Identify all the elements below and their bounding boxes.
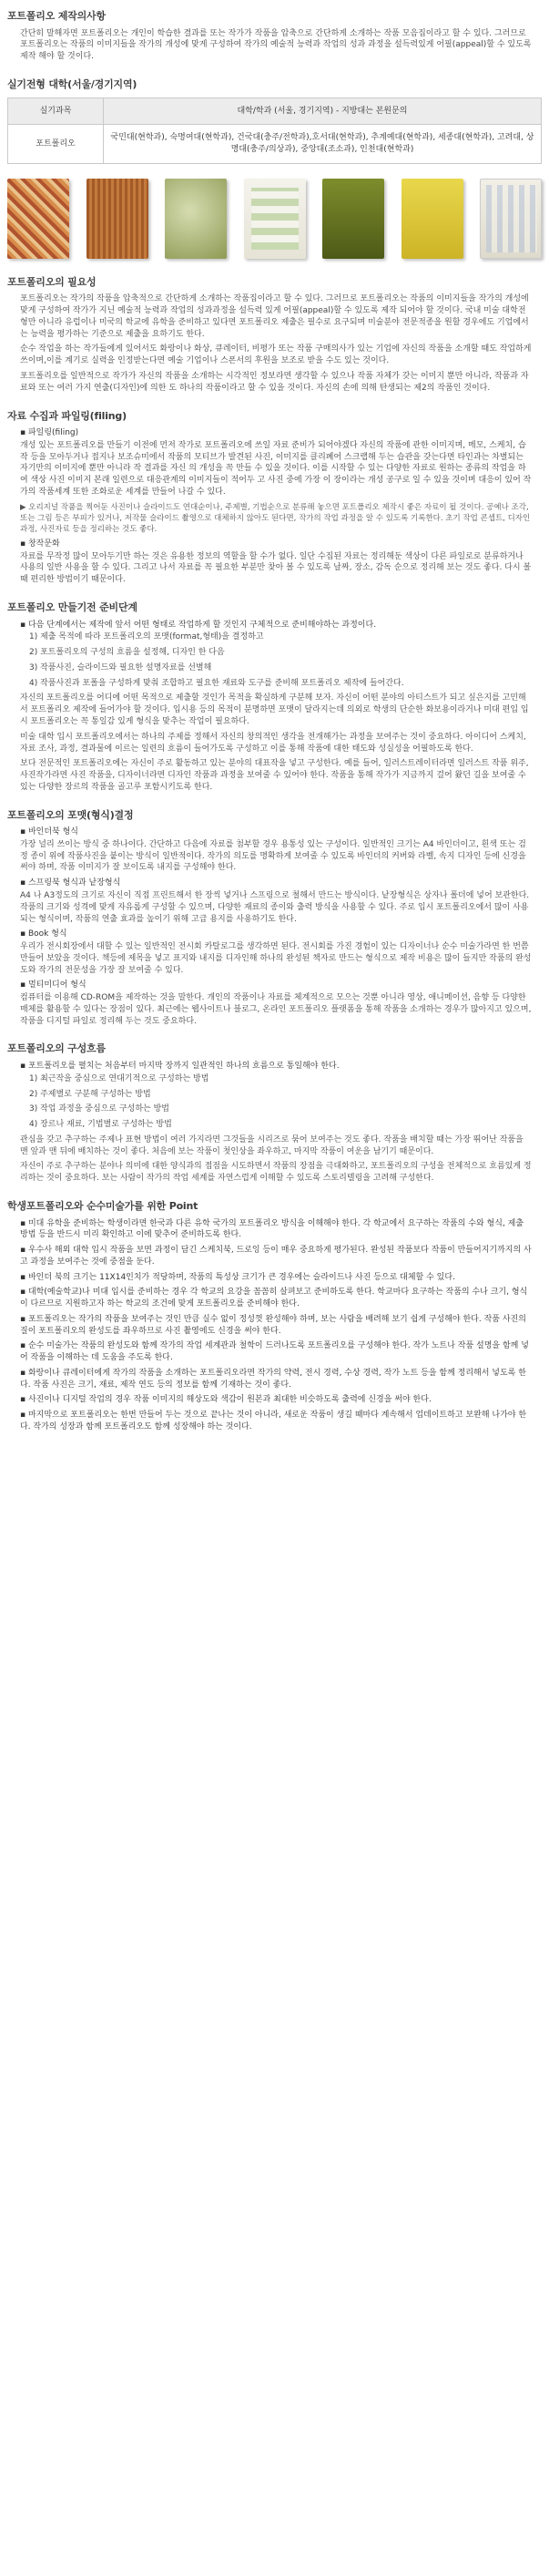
portfolio-book-images <box>7 179 542 259</box>
portfolio-book-image <box>244 179 306 259</box>
bullet-line: ▪ 미대 유학을 준비하는 학생이라면 한국과 다른 유학 국가의 포트폴리오 방식을 이해해야 한다. 각 학교에서 요구하는 작품의 수와 형식, 제출 방법 등을 반드시 미리 확인하고 이에 맞추어 준비하도록 한다. <box>20 1218 524 1240</box>
section-title: 포트폴리오의 필요성 <box>7 275 97 288</box>
section-admission-table <box>7 77 542 164</box>
bullet-line: ▪ 포트폴리오는 작가의 작품을 보여주는 것인 만큼 실수 없이 정성껏 완성해야 하며, 보는 사람을 배려해 보기 쉽게 구성해야 한다. 작품 사진의 질이 포트폴리오의 완성도를 좌우하므로 사진 촬영에도 신경을 써야 한다. <box>20 1314 526 1336</box>
paragraph: 관심을 갖고 추구하는 주제나 표현 방법이 여러 가지라면 그것들을 시리즈로 묶어 보여주는 것도 좋다. 작품을 배치할 때는 가장 뛰어난 작품을 맨 앞과 맨 뒤에 배치하는 것이 좋다. 처음에 보는 작품이 첫인상을 좌우하고, 마지막 작품이 여운을 남기기 때문이다. <box>20 1134 524 1156</box>
paragraph: 간단히 말해자면 포트폴리오는 개인이 학습한 결과를 또는 작가가 작품을 압축으로 간단하게 소개하는 작품 모음집이라고 할 수 있다. 그러므로 포트폴리오는 작품의 이미지들을 작가의 개성에 맞게 구성하여 작가의 예술적 능력과 작업의 성과 과정을 설득력있게 어필(appeal)할 수 있도록 제작 해야 할 것이다. <box>20 28 532 62</box>
paragraph: 순수 작업을 하는 작가들에게 있어서도 화랑이나 화상, 큐레이터, 비평가 또는 작품 구매의사가 있는 기업에 자신의 작품을 소개할 때도 작업하게 쓰이며,이를 계기로 실력을 인정받는다면 예술 기업이나 스폰서의 후원을 보조로 받을 수도 있는 것이다. <box>20 344 532 366</box>
bullet-heading: ▪ 멀티미디어 형식 <box>20 980 86 990</box>
bullet-heading: ▪ 파일링(filing) <box>20 428 79 438</box>
portfolio-book-image <box>322 179 384 259</box>
section-filing <box>7 409 542 586</box>
step-item: 3) 작업 과정을 중심으로 구성하는 방법 <box>29 1104 169 1114</box>
paragraph: 우리가 전시회장에서 대할 수 있는 일반적인 전시회 카탈로그를 생각하면 된다. 전시회를 가진 경험이 있는 디자이너나 순수 미술가라면 한 번쯤 만들어 보았을 것이다. 책등에 제목을 넣고 표지와 내지를 디자인해 하나의 완성된 책자로 만드는 형식으로 제작 비용은 많이 들지만 작품의 완성도와 작가의 전문성을 가장 잘 보여줄 수 있다. <box>20 942 532 975</box>
bullet-line: ▪ 순수 미술가는 작품의 완성도와 함께 작가의 작업 세계관과 철학이 드러나도록 포트폴리오를 구성해야 한다. 작가 노트나 작품 설명을 함께 넣어 작품을 이해하는 데 도움을 주도록 한다. <box>20 1341 529 1363</box>
paragraph: 개성 있는 포트폴리오를 만들기 이전에 먼저 작가로 포트폴리오에 쓰일 자료 준비가 되어야겠다 자신의 작품에 관한 이미지며, 메모, 스케치, 습작 등을 모아두거나 접지나 보조슈미에서 작품의 모티브가 발견된 사진, 이미지를 클리폐어 스크랩해 두는 습관을 갖는다면 타인과는 차별되는 자기만의 이미지에 뿐만 아니라 작 결과를 자신 의 개성을 꼭 만들 수 있을 것이다. 이를 시작할 수 있는 다양한 자료로 원하는 종류의 작업을 하여 색상 사진 이미지 본래 일련으로 대응관계의 이미지들이 적어두 고 사진 중에 가장 이 장이라는 개성 공구로 일 수 있을 것이며 대응이 있어 작가의 작품세계 또한 조화로운 세계를 만들어 나갈 수 있다. <box>20 440 532 497</box>
paragraph: 자신의 포트폴리오를 어디에 어떤 목적으로 제출할 것인가 목적을 확실하게 구분해 보자. 자신이 어떤 분야의 아티스트가 되고 싶은지를 고민해서 포트폴리오 제작에 들어가야 할 것이다. 입시용 등의 목적이 분명하면 포맷이 달라지는데 의외로 학생의 단순한 화보용이라거나 미대 편입 입시 포트폴리오는 꼭 통일감 있게 형식을 맞추는 작업이 필요하다. <box>20 693 529 726</box>
note: ▶ 오리지널 작품을 찍어둔 사진이나 슬라이드도 연대순이나, 주제별, 기법순으로 분류해 놓으면 포트폴리오 제작시 좋은 자료이 될 것이다. 공예나 조각, 또는 그림 등은 부피가 있거나, 저작물 슬라이드 촬영으로 대체하지 않아도 된다면, 작가의 작업 과정을 알 수 있도록 기록한다. 초기 작업 콘셉트, 디자인 과정, 사진자료 등을 정리하는 것도 좋다. <box>20 502 531 534</box>
section-title: 실기전형 대학(서울/경기지역) <box>7 77 137 90</box>
bullet-line: ▪ 바인더 북의 크기는 11X14인치가 적당하며, 작품의 특성상 크기가 큰 경우에는 슬라이드나 사진 등으로 대체할 수 있다. <box>20 1272 455 1282</box>
bullet-heading: ▪ 스프링북 형식과 낱장형식 <box>20 878 121 888</box>
section-title: 학생포트폴리오와 순수미술가를 위한 Point <box>7 1199 198 1212</box>
bullet-line: ▪ 대학(예술학교)나 미대 입시를 준비하는 경우 각 학교의 요강을 꼼꼼히 살펴보고 준비하도록 한다. 학교마다 요구하는 작품의 수나 크기, 형식이 다르므로 지원하고자 하는 학교의 조건에 맞게 포트폴리오를 준비해야 한다. <box>20 1288 528 1309</box>
section-structure <box>7 1042 542 1185</box>
table-row <box>8 125 542 164</box>
bullet-line: ▪ 사진이나 디지털 작업의 경우 작품 이미지의 해상도와 색감이 원본과 최대한 비슷하도록 출력에 신경을 써야 한다. <box>20 1395 432 1405</box>
section-title: 포트폴리오의 구성흐름 <box>7 1042 106 1055</box>
portfolio-book-image <box>86 179 148 259</box>
section-title: 포트폴리오 제작의사항 <box>7 10 106 22</box>
section-title: 포트폴리오 만들기전 준비단계 <box>7 601 137 613</box>
bullet-line: ▪ 화랑이나 큐레이터에게 작가의 작품을 소개하는 포트폴리오라면 작가의 약력, 전시 경력, 수상 경력, 작가 노트 등을 함께 정리해서 넣도록 한다. 작품 사진은 크기, 재료, 제작 연도 등의 정보를 함께 기재하는 것이 좋다. <box>20 1368 526 1390</box>
table-header: 대학/학과 (서울, 경기지역) - 지방대는 본원문의 <box>104 97 542 125</box>
bullet-line: ▪ 다음 단계에서는 제작에 앞서 어떤 형태로 작업하게 할 것인지 구체적으로 준비해야하는 과정이다. <box>20 620 377 630</box>
bullet-heading: ▪ Book 형식 <box>20 929 67 939</box>
paragraph: 컴퓨터를 이용해 CD-ROM을 제작하는 것을 말한다. 개인의 작품이나 자료를 체계적으로 모으는 것뿐 아니라 영상, 애니메이션, 음향 등 다양한 매체를 활용할 수 있다는 장점이 있다. 최근에는 웹사이트나 블로그, 온라인 포트폴리오 플랫폼을 통해 작품을 소개하는 경우가 많아지고 있으며, 작품을 디지털 파일로 정리해 두는 것도 중요하다. <box>20 993 532 1026</box>
paragraph: 포트폴리오는 작가의 작품을 압축적으로 간단하게 소개하는 작품집이라고 할 수 있다. 그러므로 포트폴리오는 작품의 이미지들을 작가의 개성에 맞게 구성하여 작가가 지닌 예술적 능력과 작업의 성과과정을 설득력 있게 어필(appeal)할 수 있도록 제작 되어야 할 것이다. 국내 미술 대학전형만 아니라 유럽이나 미국의 학교에 유학을 준비하고 있다면 포트폴리오 제출은 필수로 요구되며 미술분야 전문적종을 원할 경우에도 기업에서는 능력을 평가하는 기준으로 제출을 요하기도 한다. <box>20 294 529 339</box>
section-format <box>7 808 542 1028</box>
bullet-line: ▪ 우수사 해외 대학 입시 작품을 보면 과정이 담긴 스케치북, 드로잉 등이 매우 중요하게 평가된다. 완성된 작품보다 작품이 만들어지기까지의 사고 과정을 보여주는 것에 중점을 둔다. <box>20 1246 532 1267</box>
paragraph: 자료를 무작정 많이 모아두기만 하는 것은 유용한 정보의 역할을 할 수가 없다. 일단 수집된 자료는 정리해둔 색상이 다른 파일로로 분류하거나 사용의 일반 사용을 할 수 있다. 그리고 나서 자료를 꼭 필요한 부분만 찾아 볼 수 있도록 날짜, 장소, 감독 순으로 정리해 보는 것도 좋다. 다시 볼 때 편리한 방법이기 때문이다. <box>20 551 532 585</box>
paragraph: 포트폴리오를 일반적으로 작가가 자신의 작품을 소개하는 시각적인 정보라면 생각할 수 있으나 작품 자체가 갖는 이미지 뿐만 아니라, 작품과 자료와 또는 여러 가지 연출(디자인)에 의한 도 하나의 작품이라고 할 수 있을 것이다. 자신의 손에 의해 탄생되는 제2의 작품인 것이다. <box>20 372 529 393</box>
section-points <box>7 1199 542 1433</box>
step-item: 2) 주제별로 구분해 구성하는 방법 <box>29 1089 151 1099</box>
section-necessity <box>7 275 542 395</box>
bullet-heading: ▪ 창작문화 <box>20 539 60 549</box>
paragraph: 미술 대학 입시 포트폴리오에서는 하나의 주제를 정해서 자신의 창의적인 생각을 전개해가는 과정을 보여주는 것이 중요하다. 아이디어 스케치, 자료 조사, 과정, 결과물에 이르는 일련의 흐름이 들어가도록 구성하고 이를 통해 작품에 대한 태도와 성실성을 어필하도록 한다. <box>20 732 526 754</box>
step-item: 1) 제출 목적에 따라 포트폴리오의 포맷(format,형태)을 결정하고 <box>29 632 264 642</box>
section-preparation <box>7 600 542 794</box>
step-item: 4) 작품사진과 포폴을 구성하게 맞춰 조합하고 필요한 재료와 도구를 준비해 포트폴리오 제작에 들어간다. <box>29 678 404 688</box>
paragraph: 가장 널리 쓰이는 방식 중 하나이다. 간단하고 다음에 자료를 첨부할 경우 용통성 있는 구성이다. 일반적인 크기는 A4 바인더이고, 흰색 또는 검정 종이 위에 작품사진을 붙이는 방식이 일반적이다. 작가의 의도를 명확하게 보여줄 수 있도록 바인더의 커버와 라벨, 속지 디자인 등에 신경을 써야 하며, 작품 이미지가 잘 보이도록 내지를 구성해야 한다. <box>20 839 526 873</box>
step-item: 3) 작품사진, 슬라이드와 필요한 설명자료를 선별해 <box>29 662 212 672</box>
table-cell-schools: 국민대(현학과), 숙명여대(현학과), 건국대(충주/전학과),호서대(현학과), 추계예대(현학과), 세종대(현학과), 고려대, 상명대(충주/의상과), 중앙대(조소과), 인천대(현학과) <box>104 125 542 164</box>
portfolio-book-image <box>480 179 542 259</box>
portfolio-book-image <box>165 179 227 259</box>
paragraph: 보다 전문적인 포트폴리오에는 자신이 주로 활동하고 있는 분야의 대표작을 넣고 구성한다. 예를 들어, 일러스트레이터라면 일러스트 작품 위주, 사진작가라면 사진 작품을, 디자이너라면 디자인 작품과 과정을 보여줄 수 있어야 한다. 작품을 통해 작가가 지금까지 걸어 왔던 길을 보여줄 수 있는 다양한 장르의 작품을 골고루 포함시키도록 한다. <box>20 759 529 792</box>
page <box>0 9 549 1433</box>
section-production-notes <box>7 9 542 63</box>
step-item: 2) 포트폴리오의 구성의 흐름을 설정해, 디자인 한 다음 <box>29 648 225 658</box>
step-item: 1) 최근작을 중심으로 연대기적으로 구성하는 방법 <box>29 1073 209 1083</box>
step-item: 4) 장르나 재료, 기법별로 구성하는 방법 <box>29 1120 172 1130</box>
section-title: 자료 수집과 파일링(filing) <box>7 409 127 422</box>
paragraph: 자신이 주로 추구하는 분야나 의미에 대한 양식과의 접점을 시도하면서 작품의 장점을 극대화하고, 포트폴리오의 구성을 전체적으로 흐름있게 정리하는 것이 중요하다. 보는 사람이 작가의 작업 세계를 자연스럽게 이해할 수 있도록 스토리텔링을 고려해 구성한다. <box>20 1162 532 1184</box>
bullet-line: ▪ 포트폴리오를 펼치는 처음부터 마지막 장까지 일관적인 하나의 흐름으로 통일해야 한다. <box>20 1062 340 1072</box>
portfolio-book-image <box>7 179 69 259</box>
admission-table <box>7 97 542 164</box>
bullet-line: ▪ 마지막으로 포트폴리오는 한번 만들어 두는 것으로 끝나는 것이 아니라, 새로운 작품이 생길 때마다 계속해서 업데이트하고 보완해 나가야 한다. 작가의 성장과 함께 포트폴리오도 함께 성장해야 하는 것이다. <box>20 1411 527 1432</box>
bullet-heading: ▪ 바인더북 형식 <box>20 827 78 837</box>
section-title: 포트폴리오의 포맷(형식)결정 <box>7 808 134 821</box>
table-header: 실기과목 <box>8 97 104 125</box>
paragraph: A4 나 A3정도의 크기로 자신이 직접 프린트해서 한 장씩 넣거나 스프링으로 철해서 만드는 방식이다. 낱장형식은 상자나 폴더에 넣어 보관한다. 작품의 크기와 성격에 맞게 자유롭게 구성할 수 있으며, 다양한 재료의 종이와 출력 방식을 사용할 수 있다. 주로 입시 포트폴리오에서 많이 사용되는 형식이며, 작품의 연출 효과를 높이기 위해 고급 용지를 사용하기도 한다. <box>20 891 530 924</box>
portfolio-book-image <box>402 179 463 259</box>
table-cell-subject: 포트폴리오 <box>8 125 104 164</box>
